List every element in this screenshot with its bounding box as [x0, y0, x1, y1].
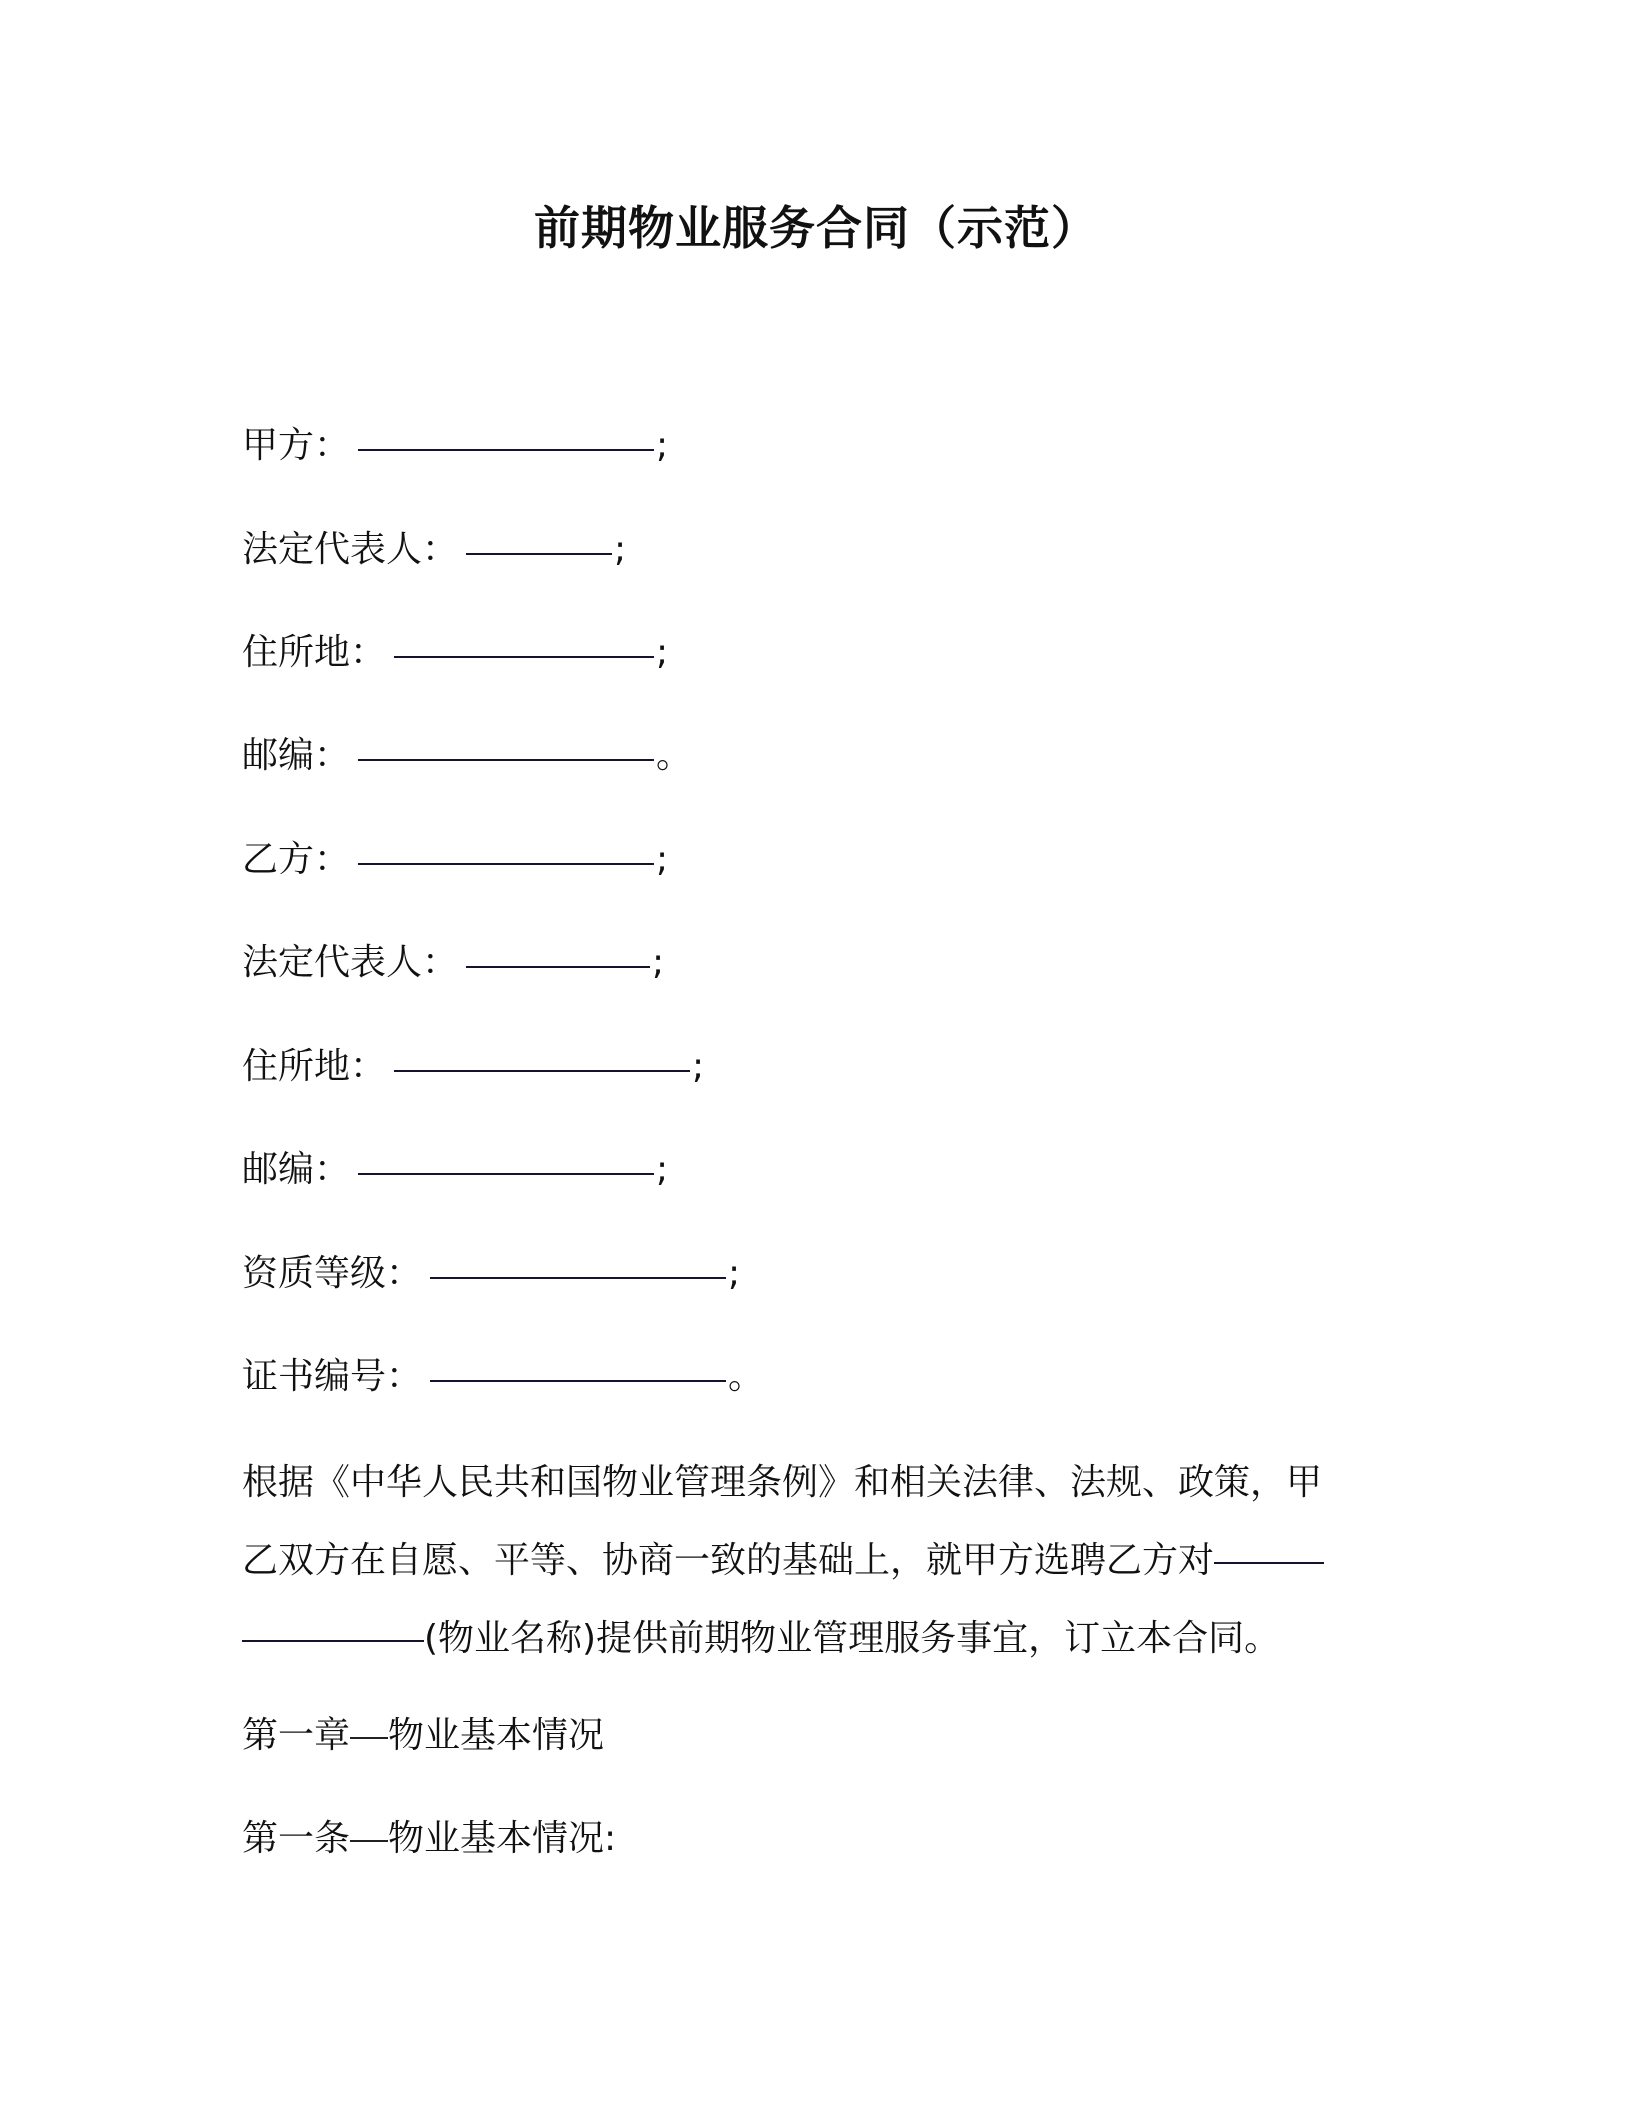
document-title: 前期物业服务合同（示范）: [534, 201, 1098, 255]
chapter-prefix: 第一章: [242, 1715, 351, 1756]
field-label: 证书编号：: [242, 1356, 423, 1397]
field-party-a-postcode: [242, 732, 692, 780]
article-title: 物业基本情况:: [388, 1818, 617, 1859]
heading-separator: [350, 1840, 388, 1842]
field-party-a-address: [242, 629, 668, 677]
preamble-text: 根据《中华人民共和国物业管理条例》和相关法律、法规、政策，甲: [242, 1462, 1323, 1503]
field-end-punct: ;: [728, 1253, 741, 1294]
field-label: 资质等级：: [242, 1253, 423, 1294]
field-end-punct: ;: [692, 1046, 705, 1087]
field-end-punct: 。: [656, 735, 693, 776]
fill-in-blank[interactable]: [466, 966, 650, 968]
field-end-punct: ;: [614, 529, 627, 570]
preamble-paragraph: [242, 1444, 1382, 1678]
preamble-line: [242, 1600, 1382, 1678]
field-label: 住所地：: [242, 1046, 387, 1087]
field-label: 住所地：: [242, 632, 387, 673]
fill-in-blank[interactable]: [394, 656, 654, 658]
field-party-b-address: [242, 1043, 704, 1091]
fill-in-blank[interactable]: [358, 863, 654, 865]
article-heading: [242, 1815, 616, 1863]
field-end-punct: 。: [728, 1356, 765, 1397]
fill-in-blank[interactable]: [358, 759, 654, 761]
field-end-punct: ;: [656, 425, 669, 466]
fill-in-blank[interactable]: [358, 1173, 654, 1175]
fill-in-blank[interactable]: [430, 1380, 726, 1382]
field-certificate-number: [242, 1353, 764, 1401]
chapter-title: 物业基本情况: [388, 1715, 605, 1756]
preamble-line: [242, 1444, 1382, 1522]
fill-in-blank[interactable]: [358, 449, 654, 451]
field-label: 法定代表人：: [242, 942, 459, 983]
field-party-a-legal-rep: [242, 526, 626, 574]
field-end-punct: ;: [656, 632, 669, 673]
article-prefix: 第一条: [242, 1818, 351, 1859]
field-label: 邮编：: [242, 1149, 351, 1190]
chapter-heading: [242, 1712, 604, 1760]
preamble-text: 乙双方在自愿、平等、协商一致的基础上，就甲方选聘乙方对: [242, 1540, 1215, 1581]
fill-in-blank[interactable]: [394, 1070, 690, 1072]
field-party-b-postcode: [242, 1146, 668, 1194]
field-end-punct: ;: [656, 839, 669, 880]
field-party-b-legal-rep: [242, 939, 664, 987]
field-label: 法定代表人：: [242, 529, 459, 570]
fill-in-blank[interactable]: [1214, 1562, 1324, 1564]
preamble-line: [242, 1522, 1382, 1600]
field-end-punct: ;: [656, 1149, 669, 1190]
field-qualification-level: [242, 1250, 740, 1298]
field-label: 甲方：: [242, 425, 351, 466]
fill-in-blank[interactable]: [242, 1640, 424, 1642]
field-label: 邮编：: [242, 735, 351, 776]
field-label: 乙方：: [242, 839, 351, 880]
preamble-text: (物业名称)提供前期物业管理服务事宜，订立本合同。: [424, 1618, 1281, 1659]
fill-in-blank[interactable]: [430, 1277, 726, 1279]
heading-separator: [350, 1737, 388, 1739]
fill-in-blank[interactable]: [466, 553, 612, 555]
field-party-b: [242, 836, 668, 884]
field-end-punct: ;: [652, 942, 665, 983]
field-party-a: [242, 422, 668, 470]
